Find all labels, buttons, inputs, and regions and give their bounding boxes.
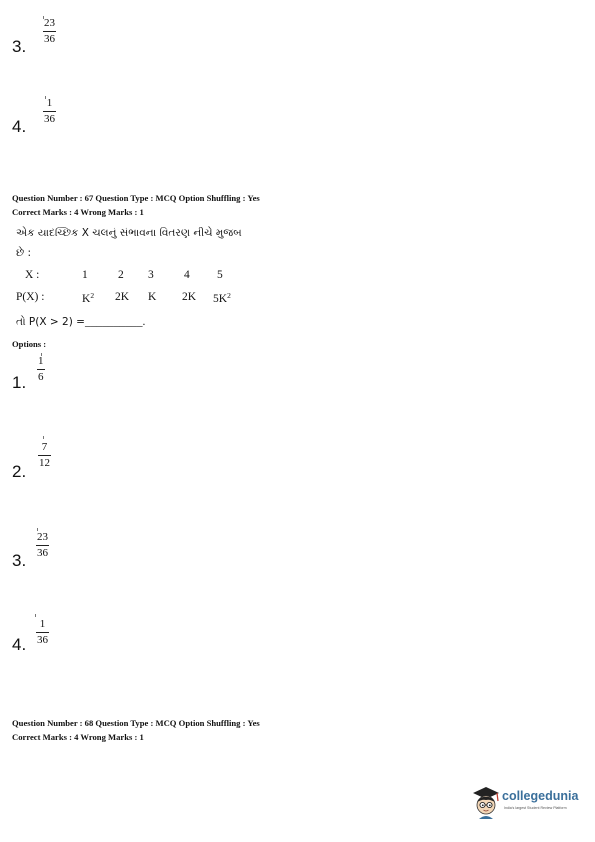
option-number: 3. [12, 551, 27, 570]
p-row-label: P(X) : [16, 291, 45, 303]
option-2[interactable] [12, 434, 72, 480]
next-question-header: Question Number : 68 Question Type : MCQ Option Shuffling : Yes [12, 718, 260, 728]
p-value: K [148, 291, 157, 303]
p-value [213, 292, 231, 306]
question-text: એક યાદચ્છિક X ચલનું સંભાવના વિતરણ નીચે મુજબ [16, 227, 242, 239]
options-label: Options : [12, 339, 47, 349]
option-number: 4. [12, 635, 27, 654]
p-value-exponent: 2 [227, 291, 231, 300]
x-value: 4 [184, 269, 190, 281]
next-question-marks: Correct Marks : 4 Wrong Marks : 1 [12, 732, 144, 742]
fraction-denominator: 36 [44, 33, 55, 45]
fraction-numerator: 1 [46, 97, 53, 109]
x-value: 1 [82, 269, 88, 281]
option-3[interactable] [12, 528, 72, 572]
fraction-numerator: 7 [41, 441, 48, 453]
fraction-denominator: 36 [37, 547, 48, 559]
option-number: 2. [12, 462, 27, 481]
option-number: 4. [12, 117, 27, 136]
fraction-numerator: 23 [44, 17, 55, 29]
p-value-exponent: 2 [90, 291, 95, 300]
fraction-denominator: 36 [37, 634, 48, 646]
fraction-denominator: 12 [39, 457, 50, 469]
question-ask [16, 317, 145, 329]
p-value: 2K [182, 291, 197, 303]
option-fraction [43, 98, 56, 125]
question-header: Question Number : 67 Question Type : MCQ Option Shuffling : Yes [12, 193, 260, 203]
collegedunia-logo [470, 786, 590, 820]
option-fraction [36, 619, 49, 646]
p-value [82, 292, 94, 306]
option-fraction [36, 532, 49, 559]
option-fraction [37, 356, 45, 383]
x-value: 5 [217, 269, 223, 281]
p-value: 2K [115, 291, 130, 303]
option-number: 1. [12, 373, 27, 392]
option-fraction [38, 442, 51, 469]
x-row-label: X : [25, 269, 40, 281]
fraction-numerator: 23 [37, 531, 48, 543]
option-1[interactable] [12, 352, 72, 394]
fraction-numerator: 1 [38, 355, 44, 367]
p-value-base: K [82, 293, 91, 305]
logo-wordmark: collegedunia [502, 789, 579, 803]
answer-blank: __________. [84, 316, 146, 328]
option-fraction [43, 18, 56, 45]
option-4[interactable] [12, 614, 72, 658]
distribution-table [0, 270, 595, 310]
x-value: 3 [148, 269, 154, 281]
mascot-icon [470, 786, 502, 820]
fraction-tick-mark [35, 614, 36, 617]
logo-tagline: India's largest Student Review Platform [504, 806, 567, 810]
question-text-continued: છે : [16, 247, 31, 259]
fraction-numerator: 1 [39, 618, 46, 630]
p-value-base: 5K [213, 293, 228, 305]
question-ask-text: તો P(X > 2) = [16, 316, 85, 328]
question-marks: Correct Marks : 4 Wrong Marks : 1 [12, 207, 144, 217]
option-number: 3. [12, 37, 27, 56]
fraction-denominator: 36 [44, 113, 55, 125]
fraction-denominator: 6 [38, 371, 44, 383]
x-value: 2 [118, 269, 124, 281]
fraction-tick-mark [43, 436, 44, 439]
